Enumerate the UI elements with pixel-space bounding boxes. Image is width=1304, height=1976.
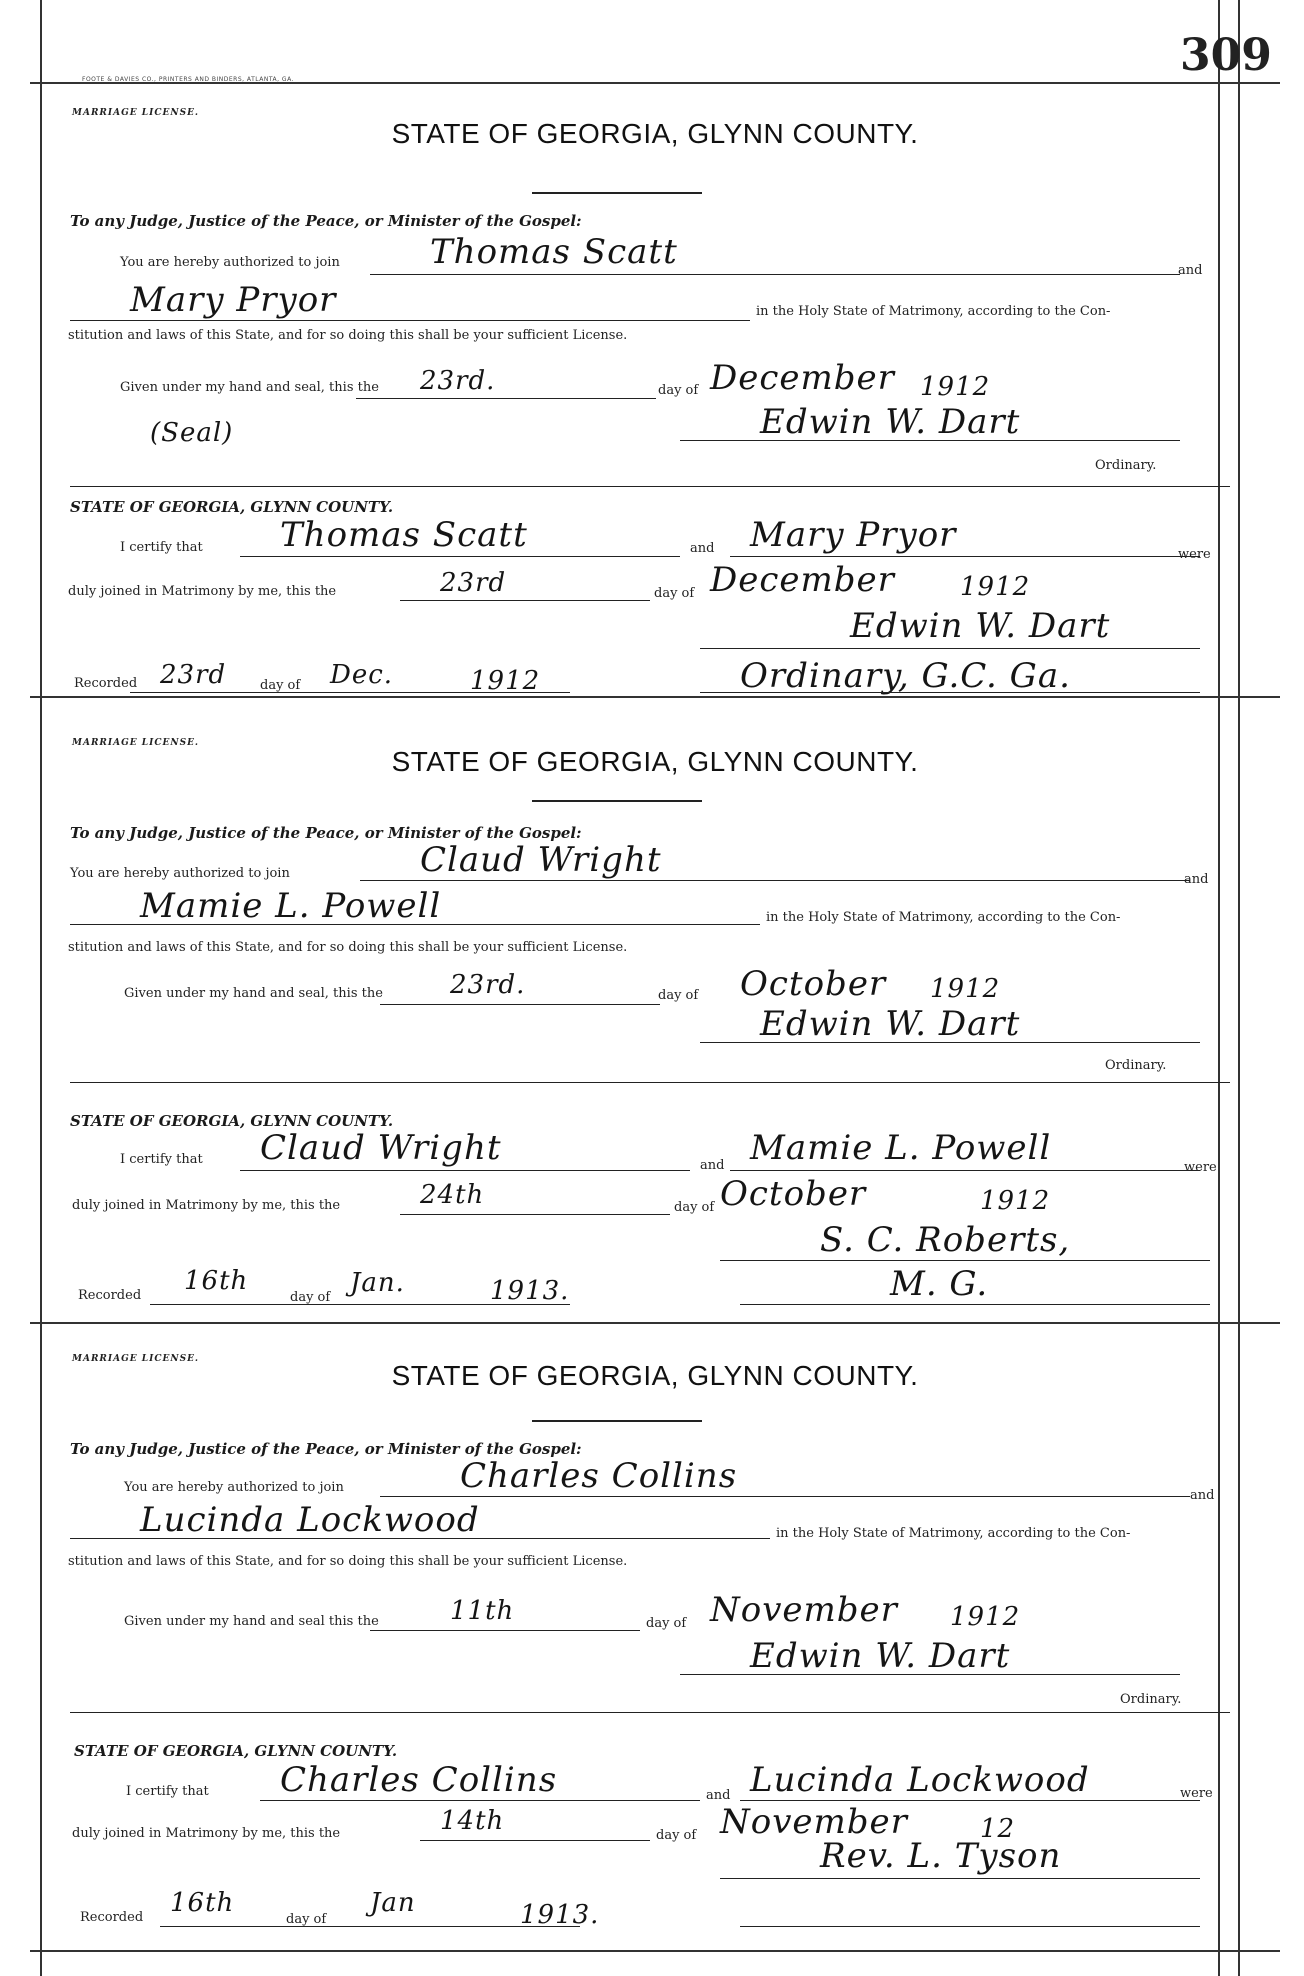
ordinary-underline — [700, 692, 1200, 693]
officiant-underline — [720, 1260, 1210, 1261]
certificate-rule — [70, 1082, 1230, 1083]
day-of-text-3: day of — [286, 1912, 327, 1927]
recorded-underline — [160, 1926, 580, 1927]
certificate-bride-underline — [730, 556, 1200, 557]
holy-state-text: in the Holy State of Matrimony, according to the Con- — [766, 910, 1121, 925]
license-title: STATE OF GEORGIA, GLYNN COUNTY. — [391, 118, 919, 149]
officiant-title: Ordinary, G.C. Ga. — [740, 656, 1071, 696]
printer-imprint: FOOTE & DAVIES CO., PRINTERS AND BINDERS, ATLANTA, GA. — [82, 76, 294, 83]
married-year: 12 — [980, 1814, 1016, 1844]
groom-name: Thomas Scatt — [430, 232, 678, 272]
given-text: Given under my hand and seal, this the — [120, 380, 379, 395]
were-text: were — [1178, 547, 1211, 562]
certificate-heading: STATE OF GEORGIA, GLYNN COUNTY. — [70, 1112, 394, 1130]
given-text: Given under my hand and seal this the — [124, 1614, 379, 1629]
day-of-text-2: day of — [674, 1200, 715, 1215]
officiant-underline — [720, 1878, 1200, 1879]
officiant-title: M. G. — [890, 1264, 989, 1304]
groom-underline — [360, 880, 1190, 881]
recorded-year: 1912 — [470, 666, 541, 696]
certificate-bride-underline — [730, 1170, 1200, 1171]
recorded-underline — [150, 1304, 570, 1305]
and-text-2: and — [700, 1158, 725, 1173]
certificate-groom-underline — [240, 1170, 690, 1171]
constitution-text: stitution and laws of this State, and for so doing this shall be your sufficient License. — [68, 328, 628, 343]
recorded-text: Recorded — [80, 1910, 144, 1925]
bride-name: Mary Pryor — [130, 280, 337, 320]
married-month: November — [720, 1802, 908, 1842]
authorized-text: You are hereby authorized to join — [120, 255, 340, 270]
ordinary-text: Ordinary. — [1105, 1058, 1167, 1073]
given-text: Given under my hand and seal, this the — [124, 986, 383, 1001]
officiant-name: Edwin W. Dart — [850, 606, 1111, 646]
recorded-month: Jan. — [350, 1268, 405, 1298]
bride-underline — [70, 320, 750, 321]
constitution-text: stitution and laws of this State, and for so doing this shall be your sufficient License. — [68, 1554, 628, 1569]
and-text: and — [1184, 872, 1209, 887]
license-signature: Edwin W. Dart — [750, 1636, 1011, 1676]
married-day-underline — [400, 600, 650, 601]
bride-underline — [70, 924, 760, 925]
authorized-text: You are hereby authorized to join — [70, 866, 290, 881]
day-of-text-2: day of — [656, 1828, 697, 1843]
and-text-2: and — [690, 541, 715, 556]
marriage-license-label: MARRIAGE LICENSE. — [72, 108, 200, 118]
married-month: December — [710, 560, 895, 600]
license-day: 11th — [450, 1596, 515, 1626]
recorded-month: Dec. — [330, 660, 394, 690]
officiant-underline — [700, 648, 1200, 649]
married-year: 1912 — [960, 572, 1031, 602]
license-year: 1912 — [930, 974, 1001, 1004]
officiant-name: Rev. L. Tyson — [820, 1836, 1062, 1876]
recorded-underline — [130, 692, 570, 693]
license-title: STATE OF GEORGIA, GLYNN COUNTY. — [391, 1360, 919, 1391]
certificate-bride: Lucinda Lockwood — [750, 1760, 1090, 1800]
recorded-text: Recorded — [78, 1288, 142, 1303]
page-number: 309 — [1180, 30, 1272, 81]
marriage-license-label: MARRIAGE LICENSE. — [72, 738, 200, 748]
record-3 — [60, 1340, 1230, 1940]
signature-underline — [680, 1674, 1180, 1675]
bride-underline — [70, 1538, 770, 1539]
and-text: and — [1178, 263, 1203, 278]
i-certify-text: I certify that — [126, 1784, 209, 1799]
record-2 — [60, 720, 1230, 1320]
license-day-underline — [356, 398, 656, 399]
officiant-name: S. C. Roberts, — [820, 1220, 1071, 1260]
certificate-rule — [70, 486, 1230, 487]
recorded-day: 16th — [170, 1888, 235, 1918]
seal-note: (Seal) — [150, 418, 234, 448]
record-1 — [60, 100, 1230, 696]
constitution-text: stitution and laws of this State, and for so doing this shall be your sufficient License. — [68, 940, 628, 955]
day-of-text-2: day of — [654, 586, 695, 601]
holy-state-text: in the Holy State of Matrimony, according to the Con- — [776, 1526, 1131, 1541]
license-day-underline — [370, 1630, 640, 1631]
certificate-bride: Mamie L. Powell — [750, 1128, 1052, 1168]
recorded-text: Recorded — [74, 676, 138, 691]
groom-underline — [370, 274, 1180, 275]
i-certify-text: I certify that — [120, 1152, 203, 1167]
groom-underline — [380, 1496, 1190, 1497]
i-certify-text: I certify that — [120, 540, 203, 555]
license-year: 1912 — [950, 1602, 1021, 1632]
certificate-groom: Claud Wright — [260, 1128, 502, 1168]
groom-name: Charles Collins — [460, 1456, 738, 1496]
marriage-license-label: MARRIAGE LICENSE. — [72, 1354, 200, 1364]
ordinary-underline — [740, 1926, 1200, 1927]
duly-joined-text: duly joined in Matrimony by me, this the — [72, 1826, 341, 1841]
license-address-line: To any Judge, Justice of the Peace, or Minister of the Gospel: — [70, 212, 582, 230]
certificate-heading: STATE OF GEORGIA, GLYNN COUNTY. — [70, 498, 394, 516]
license-month: December — [710, 358, 895, 398]
certificate-groom-underline — [240, 556, 680, 557]
married-day-underline — [400, 1214, 670, 1215]
license-address-line: To any Judge, Justice of the Peace, or Minister of the Gospel: — [70, 824, 582, 842]
signature-underline — [680, 440, 1180, 441]
recorded-day: 23rd — [160, 660, 227, 690]
license-month: November — [710, 1590, 898, 1630]
license-day: 23rd. — [450, 970, 526, 1000]
title-rule — [532, 1420, 702, 1422]
day-of-text-3: day of — [290, 1290, 331, 1305]
duly-joined-text: duly joined in Matrimony by me, this the — [72, 1198, 341, 1213]
license-signature: Edwin W. Dart — [760, 1004, 1021, 1044]
recorded-year: 1913. — [520, 1900, 600, 1930]
bottom-rule — [30, 1950, 1280, 1952]
married-day-underline — [420, 1840, 650, 1841]
certificate-groom-underline — [260, 1800, 700, 1801]
license-year: 1912 — [920, 372, 991, 402]
title-rule — [532, 800, 702, 802]
duly-joined-text: duly joined in Matrimony by me, this the — [68, 584, 337, 599]
and-text-2: and — [706, 1788, 731, 1803]
married-month: October — [720, 1174, 867, 1214]
holy-state-text: in the Holy State of Matrimony, according to the Con- — [756, 304, 1111, 319]
authorized-text: You are hereby authorized to join — [124, 1480, 344, 1495]
certificate-heading: STATE OF GEORGIA, GLYNN COUNTY. — [74, 1742, 398, 1760]
bride-name: Lucinda Lockwood — [140, 1500, 480, 1540]
certificate-groom: Charles Collins — [280, 1760, 558, 1800]
certificate-rule — [70, 1712, 1230, 1713]
were-text: were — [1184, 1160, 1217, 1175]
recorded-month: Jan — [370, 1888, 416, 1918]
license-address-line: To any Judge, Justice of the Peace, or Minister of the Gospel: — [70, 1440, 582, 1458]
recorded-year: 1913. — [490, 1276, 570, 1306]
right-margin-rule-outer — [1238, 0, 1240, 1976]
day-of-text: day of — [646, 1616, 687, 1631]
ordinary-text: Ordinary. — [1120, 1692, 1182, 1707]
married-day: 23rd — [440, 568, 507, 598]
certificate-groom: Thomas Scatt — [280, 515, 528, 555]
section-divider-1 — [30, 696, 1280, 698]
groom-name: Claud Wright — [420, 840, 662, 880]
license-day: 23rd. — [420, 366, 496, 396]
married-year: 1912 — [980, 1186, 1051, 1216]
title-rule — [532, 192, 702, 194]
day-of-text-3: day of — [260, 678, 301, 693]
certificate-bride: Mary Pryor — [750, 515, 957, 555]
license-month: October — [740, 964, 887, 1004]
ordinary-text: Ordinary. — [1095, 458, 1157, 473]
section-divider-2 — [30, 1322, 1280, 1324]
and-text: and — [1190, 1488, 1215, 1503]
signature-underline — [700, 1042, 1200, 1043]
left-margin-rule — [40, 0, 42, 1976]
married-day: 14th — [440, 1806, 505, 1836]
recorded-day: 16th — [184, 1266, 249, 1296]
day-of-text: day of — [658, 383, 699, 398]
certificate-bride-underline — [740, 1800, 1200, 1801]
ordinary-underline — [740, 1304, 1210, 1305]
license-title: STATE OF GEORGIA, GLYNN COUNTY. — [391, 746, 919, 777]
license-day-underline — [380, 1004, 660, 1005]
were-text: were — [1180, 1786, 1213, 1801]
married-day: 24th — [420, 1180, 485, 1210]
license-signature: Edwin W. Dart — [760, 402, 1021, 442]
bride-name: Mamie L. Powell — [140, 886, 442, 926]
day-of-text: day of — [658, 988, 699, 1003]
